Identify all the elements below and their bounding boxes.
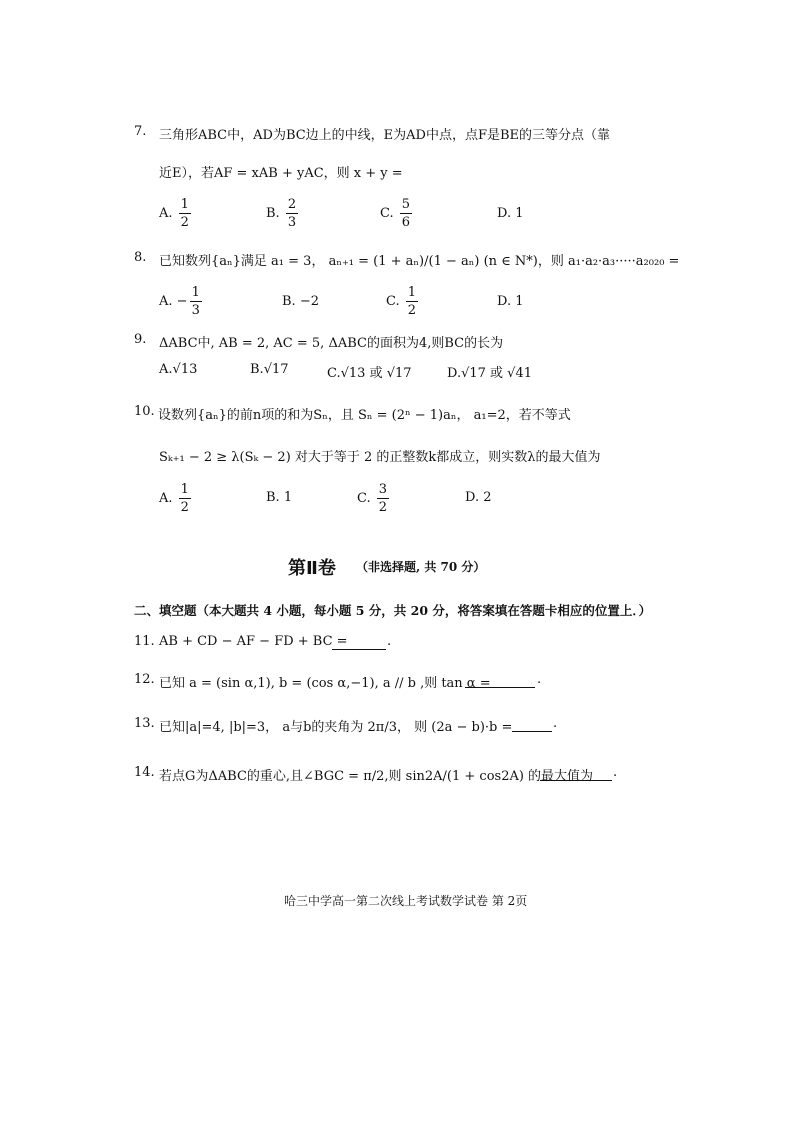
q10-text-line1: 设数列{aₙ}的前n项的和为Sₙ，且 Sₙ = (2ⁿ − 1)aₙ， a₁=2，若不等式 bbox=[158, 408, 571, 423]
q11-answer-blank bbox=[332, 634, 386, 650]
page-footer: 哈三中学高一第二次线上考试数学试卷 第 2页 bbox=[284, 894, 528, 908]
q8-number: 8. bbox=[134, 250, 147, 265]
q14-text: 若点G为ΔABC的重心,且∠BGC = π/2,则 sin2A/(1 + cos2A) 的最大值为 bbox=[159, 769, 594, 784]
q11-number: 11. bbox=[134, 634, 155, 649]
q9-option-a: A.√13 bbox=[159, 362, 198, 377]
q12-end: . bbox=[537, 672, 542, 687]
q7-option-d: D. 1 bbox=[497, 206, 524, 221]
q9-option-b: B.√17 bbox=[250, 362, 289, 377]
q9-text: ΔABC中, AB = 2, AC = 5, ΔABC的面积为4,则BC的长为 bbox=[159, 336, 504, 351]
q10-option-a: A. $\frac{1}{2}$ bbox=[159, 482, 189, 515]
q12-number: 12. bbox=[134, 672, 155, 687]
q12-text: 已知 a = (sin α,1), b = (cos α,−1), a // b ,则 tan α = bbox=[159, 676, 491, 691]
q10-option-d: D. 2 bbox=[465, 490, 492, 505]
q14-number: 14. bbox=[134, 765, 155, 780]
q8-option-b: B. −2 bbox=[282, 294, 319, 309]
section-subtitle: （非选择题, 共 70 分） bbox=[356, 560, 486, 574]
q10-number: 10. bbox=[134, 404, 155, 419]
fill-in-heading: 二、填空题（本大题共 4 小题，每小题 5 分，共 20 分，将答案填在答题卡相应的位置上．） bbox=[134, 603, 652, 618]
q10-text-line2: Sₖ₊₁ − 2 ≥ λ(Sₖ − 2) 对大于等于 2 的正整数k都成立，则实数λ的最大值为 bbox=[159, 450, 601, 465]
q13-number: 13. bbox=[134, 716, 155, 731]
q12-answer-blank bbox=[465, 672, 535, 688]
q11-expression: AB + CD − AF − FD + BC = bbox=[159, 634, 348, 649]
q7-option-a: A. $\frac{1}{2}$ bbox=[159, 197, 189, 230]
q8-option-c: C. $\frac{1}{2}$ bbox=[386, 285, 417, 318]
q14-end: . bbox=[613, 765, 618, 780]
q9-option-c: C.√13 或 √17 bbox=[327, 366, 412, 381]
q14-answer-blank bbox=[540, 765, 612, 781]
q8-option-a: A. − $\frac{1}{3}$ bbox=[159, 285, 200, 318]
q7-text-line2: 近E），若AF = xAB + yAC，则 x + y = bbox=[159, 166, 403, 181]
q8-option-d: D. 1 bbox=[497, 294, 524, 309]
section-title: 第Ⅱ卷 bbox=[288, 558, 336, 579]
q8-text: 已知数列{aₙ}满足 a₁ = 3， aₙ₊₁ = (1 + aₙ)/(1 − aₙ) (n ∈ N*)，则 a₁·a₂·a₃·····a₂₀₂₀ = bbox=[159, 254, 680, 269]
q7-option-b: B. $\frac{2}{3}$ bbox=[266, 197, 297, 230]
q9-number: 9. bbox=[134, 332, 147, 347]
q11-end: . bbox=[387, 634, 392, 649]
q10-option-c: C. $\frac{3}{2}$ bbox=[357, 482, 388, 515]
q7-text-line1: 三角形ABC中，AD为BC边上的中线，E为AD中点，点F是BE的三等分点（靠 bbox=[159, 128, 611, 143]
q13-text: 已知|a|=4, |b|=3， a与b的夹角为 2π/3， 则 (2a − b)·b = bbox=[159, 720, 513, 735]
q7-number: 7. bbox=[134, 124, 147, 139]
q9-option-d: D.√17 或 √41 bbox=[447, 366, 533, 381]
q7-option-c: C. $\frac{5}{6}$ bbox=[380, 197, 411, 230]
q13-answer-blank bbox=[512, 716, 552, 732]
q10-option-b: B. 1 bbox=[266, 490, 293, 505]
q13-end: . bbox=[553, 716, 558, 731]
